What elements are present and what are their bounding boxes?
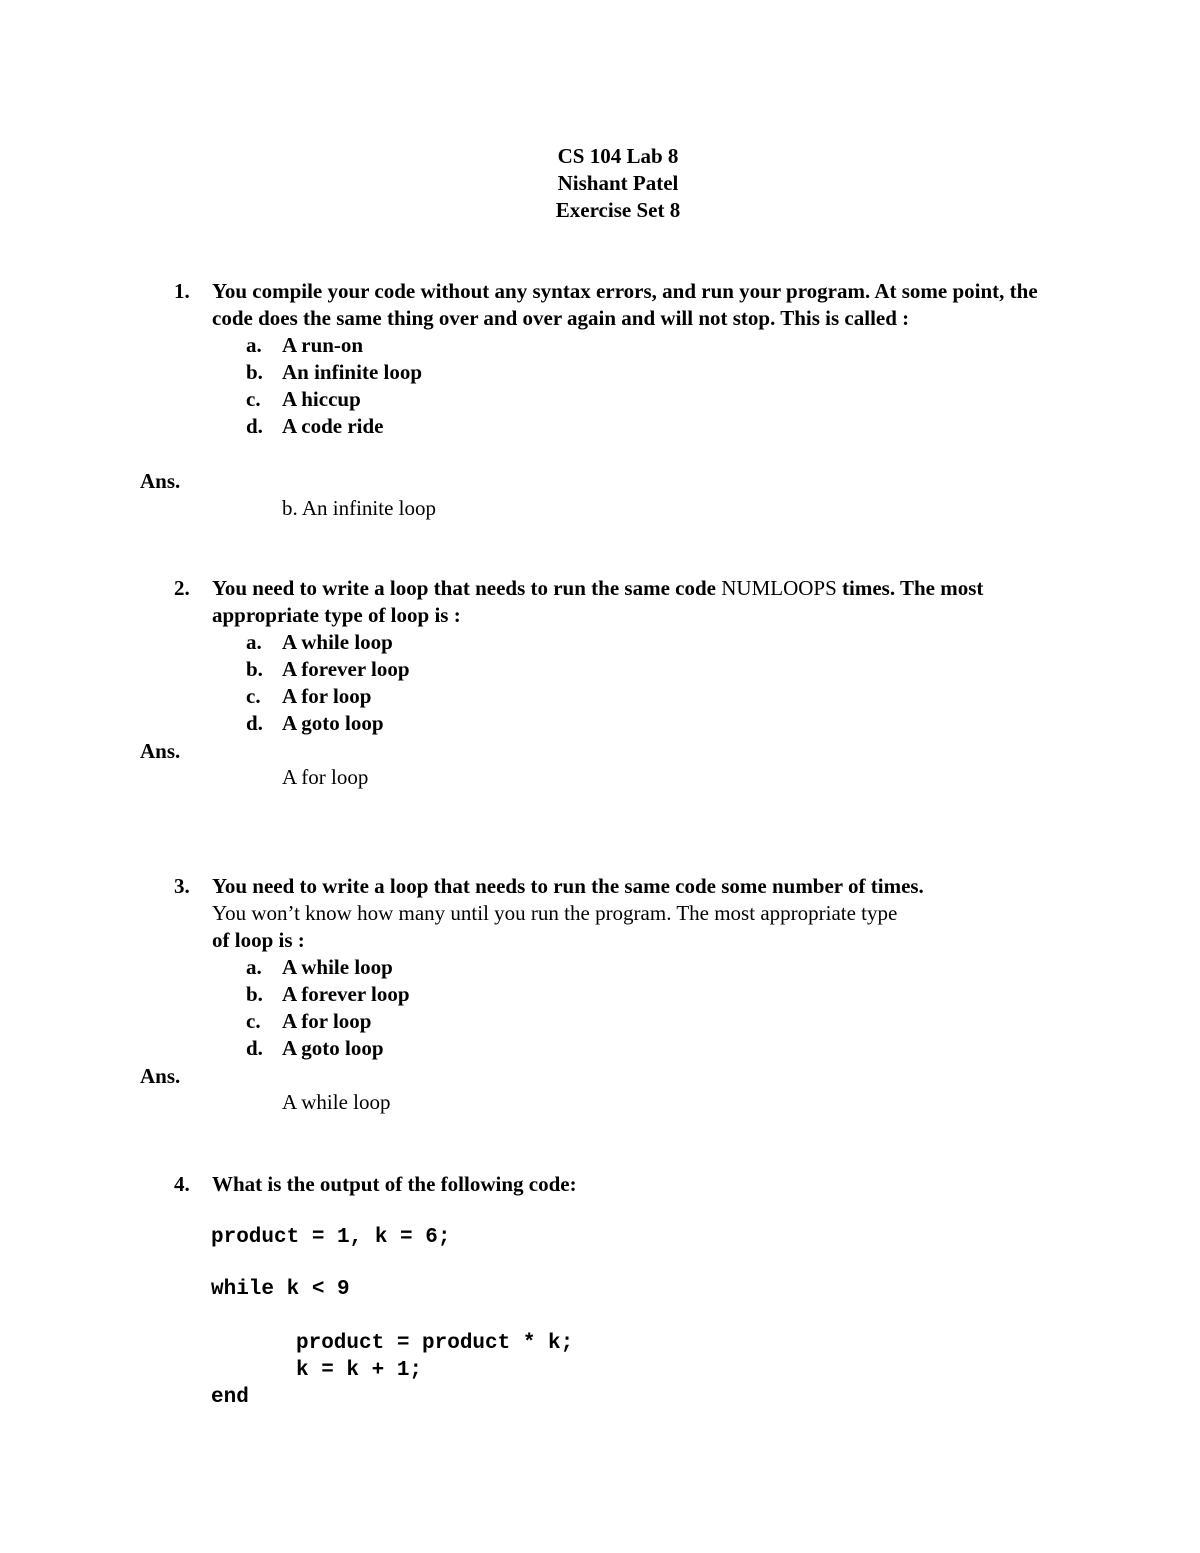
code-line: k = k + 1; (296, 1359, 423, 1382)
question-stem: You compile your code without any syntax errors, and run your program. At some point, the code does the same thing over and over again and will not stop. This is called : (212, 279, 1038, 330)
code-line: product = 1, k = 6; (211, 1226, 451, 1249)
question-4 (174, 1171, 1074, 1198)
answer-2: A for loop (282, 765, 369, 789)
stem-part: You need to write a loop that needs to run the same code (212, 576, 722, 600)
question-3 (174, 873, 1074, 1062)
question-stem: What is the output of the following code: (212, 1172, 577, 1196)
option-text: A forever loop (282, 982, 410, 1006)
option-text: A for loop (282, 1009, 372, 1033)
code-line: product = product * k; (296, 1332, 574, 1355)
option-d (246, 710, 1074, 737)
code-line: while k < 9 (211, 1278, 350, 1301)
stem-line: You need to write a loop that needs to run the same code some number of times. (212, 874, 924, 898)
answer-label-2: Ans. (140, 739, 181, 763)
answer-label-3: Ans. (140, 1064, 181, 1088)
option-letter: b. (246, 360, 263, 384)
option-b (246, 656, 1074, 683)
option-text: A hiccup (282, 387, 361, 411)
question-2 (174, 575, 1074, 737)
option-letter: a. (246, 955, 262, 979)
option-letter: c. (246, 1009, 261, 1033)
option-text: An infinite loop (282, 360, 423, 384)
exercise-set-title: Exercise Set 8 (555, 198, 681, 222)
option-d (246, 413, 1074, 440)
stem-line: of loop is : (212, 928, 305, 952)
stem-line: You won’t know how many until you run the program. The most appropriate type (212, 901, 898, 925)
option-text: A while loop (282, 630, 393, 654)
stem-constant: NUMLOOPS (721, 576, 837, 600)
option-letter: c. (246, 387, 261, 411)
option-c (246, 683, 1074, 710)
option-text: A goto loop (282, 711, 384, 735)
code-line: end (211, 1386, 249, 1409)
option-a (246, 954, 1074, 981)
student-name: Nishant Patel (557, 171, 679, 195)
option-list (246, 332, 1074, 440)
option-text: A code ride (282, 414, 384, 438)
option-letter: c. (246, 684, 261, 708)
question-number: 2. (174, 576, 190, 600)
option-letter: a. (246, 333, 262, 357)
answer-1: b. An infinite loop (282, 496, 436, 520)
option-text: A run-on (282, 333, 364, 357)
option-letter: b. (246, 657, 263, 681)
option-text: A forever loop (282, 657, 410, 681)
option-letter: d. (246, 711, 263, 735)
option-c (246, 1008, 1074, 1035)
option-a (246, 629, 1074, 656)
option-letter: d. (246, 1036, 263, 1060)
option-c (246, 386, 1074, 413)
option-list (246, 629, 1074, 737)
option-a (246, 332, 1074, 359)
answer-label-1: Ans. (140, 469, 181, 493)
question-stem (212, 575, 1062, 629)
option-b (246, 981, 1074, 1008)
answer-3: A while loop (282, 1090, 391, 1114)
option-b (246, 359, 1074, 386)
option-list (246, 954, 1074, 1062)
document-header (0, 143, 1200, 224)
option-letter: a. (246, 630, 262, 654)
question-number: 1. (174, 279, 190, 303)
course-title: CS 104 Lab 8 (557, 144, 679, 168)
question-number: 3. (174, 874, 190, 898)
option-text: A goto loop (282, 1036, 384, 1060)
stem-part: times. The most appropriate type of loop is : (212, 576, 984, 627)
question-number: 4. (174, 1172, 190, 1196)
question-stem (212, 873, 1062, 954)
option-text: A while loop (282, 955, 393, 979)
option-letter: d. (246, 414, 263, 438)
option-letter: b. (246, 982, 263, 1006)
question-1 (174, 278, 1074, 440)
option-d (246, 1035, 1074, 1062)
option-text: A for loop (282, 684, 372, 708)
